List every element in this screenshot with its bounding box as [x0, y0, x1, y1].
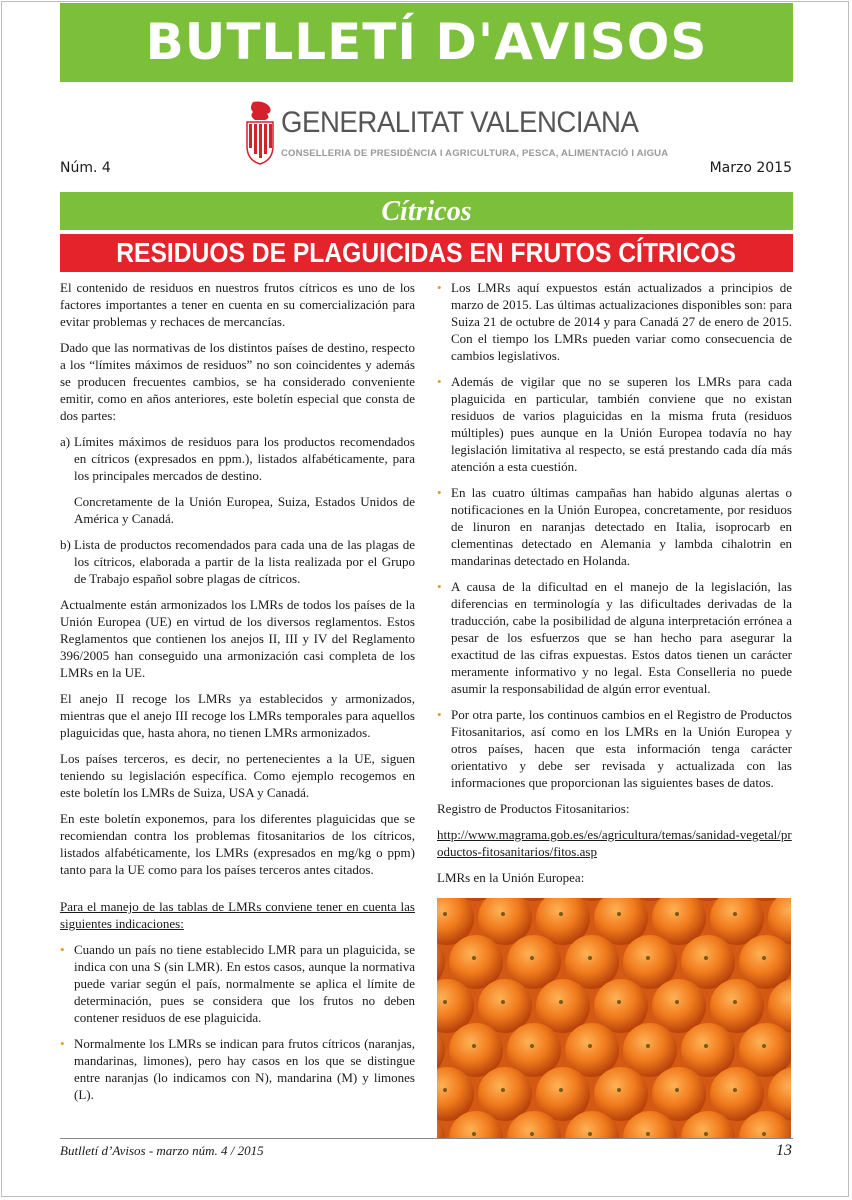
orange-fruit [594, 979, 648, 1033]
orange-fruit [681, 935, 735, 989]
list-item-text: A causa de la dificultad en el manejo de la legislación, las diferencias en terminología y las dificultades derivadas de la traducción, cabe la posibilidad de alguna interpretación errónea a pesar de los esfuerzos que se han hecho para asegurar la exactitud de las cifras expuestas. Estos datos tienen un carácter meramente informativo y no legal. Esta Conselleria no puede asumir la responsabilidad de algún error eventual. [451, 579, 792, 696]
orange-stem [675, 1000, 679, 1004]
oranges-photo [437, 898, 791, 1138]
page-title: RESIDUOS DE PLAGUICIDAS EN FRUTOS CÍTRICOS [116, 237, 737, 268]
orange-stem [588, 956, 592, 960]
orange-stem [472, 1044, 476, 1048]
right-column [437, 279, 792, 921]
orange-fruit [623, 1023, 677, 1077]
orange-fruit [536, 979, 590, 1033]
list-item [437, 578, 792, 697]
orange-stem [530, 956, 534, 960]
list-subtext: Concretamente de la Unión Europea, Suiza, Estados Unidos de América y Canadá. [74, 494, 415, 526]
lmr-label: LMRs en la Unión Europea: [437, 870, 585, 885]
bullet-icon: • [437, 707, 442, 722]
orange-stem [530, 1044, 534, 1048]
orange-stem [617, 1000, 621, 1004]
left-column [60, 279, 415, 887]
list-item-text: Lista de productos recomendados para cada una de las plagas de los cítricos, elaborada a partir de la lista realizada por el Grupo de Trabajo español sobre plagas de cítricos. [74, 537, 415, 586]
orange-stem [704, 1044, 708, 1048]
paragraph: Dado que las normativas de los distintos países de destino, respecto a los “límites máximos de residuos” no son coincidentes y además se producen frecuentes cambios, se ha considerado conveniente emitir, como en años anteriores, este boletín especial que consta de dos partes: [60, 340, 415, 423]
footer-rule [60, 1138, 793, 1139]
orange-fruit [536, 1067, 590, 1121]
masthead: BUTLLETÍ D'AVISOS [60, 3, 793, 82]
section-bar: Cítricos [60, 192, 793, 230]
orange-stem [762, 1132, 766, 1136]
list-item-text: Cuando un país no tiene establecido LMR para un plaguicida, se indica con una S (sin LMR). En estos casos, aunque la normativa puede variar según el país, normalmente se aplica el límite de determinación, pues se considera que los frutos no deben contener residuos de ese plaguicida. [74, 942, 415, 1025]
orange-stem [530, 1132, 534, 1136]
list-item [60, 433, 415, 484]
generalitat-logo [243, 100, 669, 168]
orange-stem [646, 1132, 650, 1136]
orange-fruit [652, 979, 706, 1033]
list-item [437, 706, 792, 791]
orange-stem [559, 912, 563, 916]
orange-stem [733, 1088, 737, 1092]
list-item-text: Límites máximos de residuos para los productos recomendados en cítricos (expresados en ppm.), listados alfabéticamente, para los principales mercados de destino. [74, 434, 415, 483]
list-item-text: En las cuatro últimas campañas han habido algunas alertas o notificaciones en la Unión Europea, concretamente, por residuos de linuron en naranjas detectado en Italia, isoprocarb en clementinas detectado en Alemania y lambda cihalotrin en mandarinas detectado en Holanda. [451, 485, 792, 568]
paragraph: El anejo II recoge los LMRs ya establecidos y armonizados, mientras que el anejo III recoge los LMRs temporales para aquellos plaguicidas que, hasta ahora, no tienen LMRs armonizados. [60, 691, 415, 740]
orange-fruit [449, 1023, 503, 1077]
list-item [437, 484, 792, 569]
orange-stem [617, 912, 621, 916]
orange-fruit [710, 1067, 764, 1121]
orange-stem [646, 1044, 650, 1048]
orange-fruit [565, 935, 619, 989]
orange-stem [675, 912, 679, 916]
orange-stem [501, 1088, 505, 1092]
orange-fruit [710, 979, 764, 1033]
orange-fruit [507, 935, 561, 989]
orange-stem [559, 1088, 563, 1092]
orange-stem [704, 956, 708, 960]
bullet-icon: • [437, 374, 442, 389]
orange-stem [704, 1132, 708, 1136]
bullet-icon: • [437, 280, 442, 295]
footer-text: Butlletí d’Avisos - marzo núm. 4 / 2015 [60, 1143, 264, 1158]
orange-fruit [681, 1023, 735, 1077]
oranges-illustration [437, 898, 791, 1138]
list-item [60, 1035, 415, 1103]
orange-stem [762, 1044, 766, 1048]
orange-stem [472, 956, 476, 960]
orange-stem [501, 912, 505, 916]
bullet-icon: • [60, 942, 65, 957]
orange-stem [501, 1000, 505, 1004]
orange-stem [733, 1000, 737, 1004]
orange-stem [762, 956, 766, 960]
dept-name: CONSELLERIA DE PRESIDÈNCIA I AGRICULTURA, PESCA, ALIMENTACIÓ I AIGUA [281, 148, 669, 159]
list-item-text: Los LMRs aquí expuestos están actualizados a principios de marzo de 2015. Las últimas actualizaciones disponibles son: para Suiza 21 de octubre de 2014 y para Canadá 27 de enero de 2015. Con el tiempo los LMRs pueden variar como consecuencia de cambios legislativos. [451, 280, 792, 363]
list-marker: a) [60, 434, 71, 449]
bullet-icon: • [437, 485, 442, 500]
paragraph: Los países terceros, es decir, no pertenecientes a la UE, siguen teniendo su legislación específica. Como ejemplo recogemos en este boletín los LMRs de Suiza, USA y Canadá. [60, 751, 415, 800]
list-item [60, 536, 415, 587]
orange-stem [733, 912, 737, 916]
orange-stem [472, 1132, 476, 1136]
paragraph: En este boletín exponemos, para los diferentes plaguicidas que se recomiendan contra los problemas fitosanitarios de los cítricos, listados alfabéticamente, los LMRs (expresados en mg/kg o ppm) tanto para la UE como para los países terceros antes citados. [60, 811, 415, 877]
list-marker: b) [60, 537, 71, 552]
orange-fruit [565, 1023, 619, 1077]
list-item-text: Además de vigilar que no se superen los LMRs para cada plaguicida en particular, también conviene que no existan residuos de varios plaguicidas en la misma fruta (residuos múltiples) pues aunque en la Unión Europea todavía no hay legislación limitativa al respecto, se está prestando cada día más atención a esta cuestión. [451, 374, 792, 474]
registro-link[interactable]: http://www.magrama.gob.es/es/agricultura/temas/sanidad-vegetal/productos-fitosanitarios/fitos.asp [437, 827, 792, 859]
title-bar [60, 234, 793, 272]
list-item [437, 279, 792, 364]
bullet-icon: • [60, 1036, 65, 1051]
list-item [437, 373, 792, 475]
orange-fruit [594, 1067, 648, 1121]
orange-stem [443, 912, 447, 916]
orange-stem [675, 1088, 679, 1092]
list-item-text: Por otra parte, los continuos cambios en el Registro de Productos Fitosanitarios, así como en los LMRs en la Unión Europea y otros países, hacen que esta información tenga carácter orientativo y debe ser revisada y actualizada con las informaciones que proporcionan las siguientes bases de datos. [451, 707, 792, 790]
orange-stem [559, 1000, 563, 1004]
page-number: 13 [776, 1142, 792, 1159]
org-name: GENERALITAT VALENCIANA [281, 106, 639, 139]
orange-stem [617, 1088, 621, 1092]
orange-fruit [507, 1023, 561, 1077]
list-item-text: Normalmente los LMRs se indican para frutos cítricos (naranjas, mandarinas, limones), pero hay casos en los que se distingue entre naranjas (lo indicamos con N), mandarina (M) y limones (L). [74, 1036, 415, 1102]
generalitat-crest-icon [243, 100, 277, 166]
list-item [60, 941, 415, 1026]
orange-stem [646, 956, 650, 960]
issue-number: Núm. 4 [60, 160, 111, 176]
orange-fruit [449, 935, 503, 989]
orange-fruit [652, 1067, 706, 1121]
notes-section [60, 898, 415, 1112]
issue-date: Marzo 2015 [709, 160, 792, 176]
registro-label: Registro de Productos Fitosanitarios: [437, 801, 630, 816]
orange-stem [588, 1044, 592, 1048]
orange-stem [443, 1000, 447, 1004]
bullet-icon: • [437, 579, 442, 594]
orange-fruit [478, 1067, 532, 1121]
orange-stem [588, 1132, 592, 1136]
paragraph: El contenido de residuos en nuestros frutos cítricos es uno de los factores importantes a tener en cuenta en su comercialización para evitar problemas y rechaces de mercancías. [60, 280, 415, 329]
orange-fruit [623, 935, 677, 989]
orange-stem [443, 1088, 447, 1092]
notes-heading: Para el manejo de las tablas de LMRs conviene tener en cuenta las siguientes indicaciones: [60, 899, 415, 931]
paragraph: Actualmente están armonizados los LMRs de todos los países de la Unión Europea (UE) en virtud de los diversos reglamentos. Estos Reglamentos que contienen los anejos II, III y IV del Reglamento 396/2005 han conseguido una armonización casi completa de los LMRs en la UE. [60, 597, 415, 680]
orange-fruit [478, 979, 532, 1033]
